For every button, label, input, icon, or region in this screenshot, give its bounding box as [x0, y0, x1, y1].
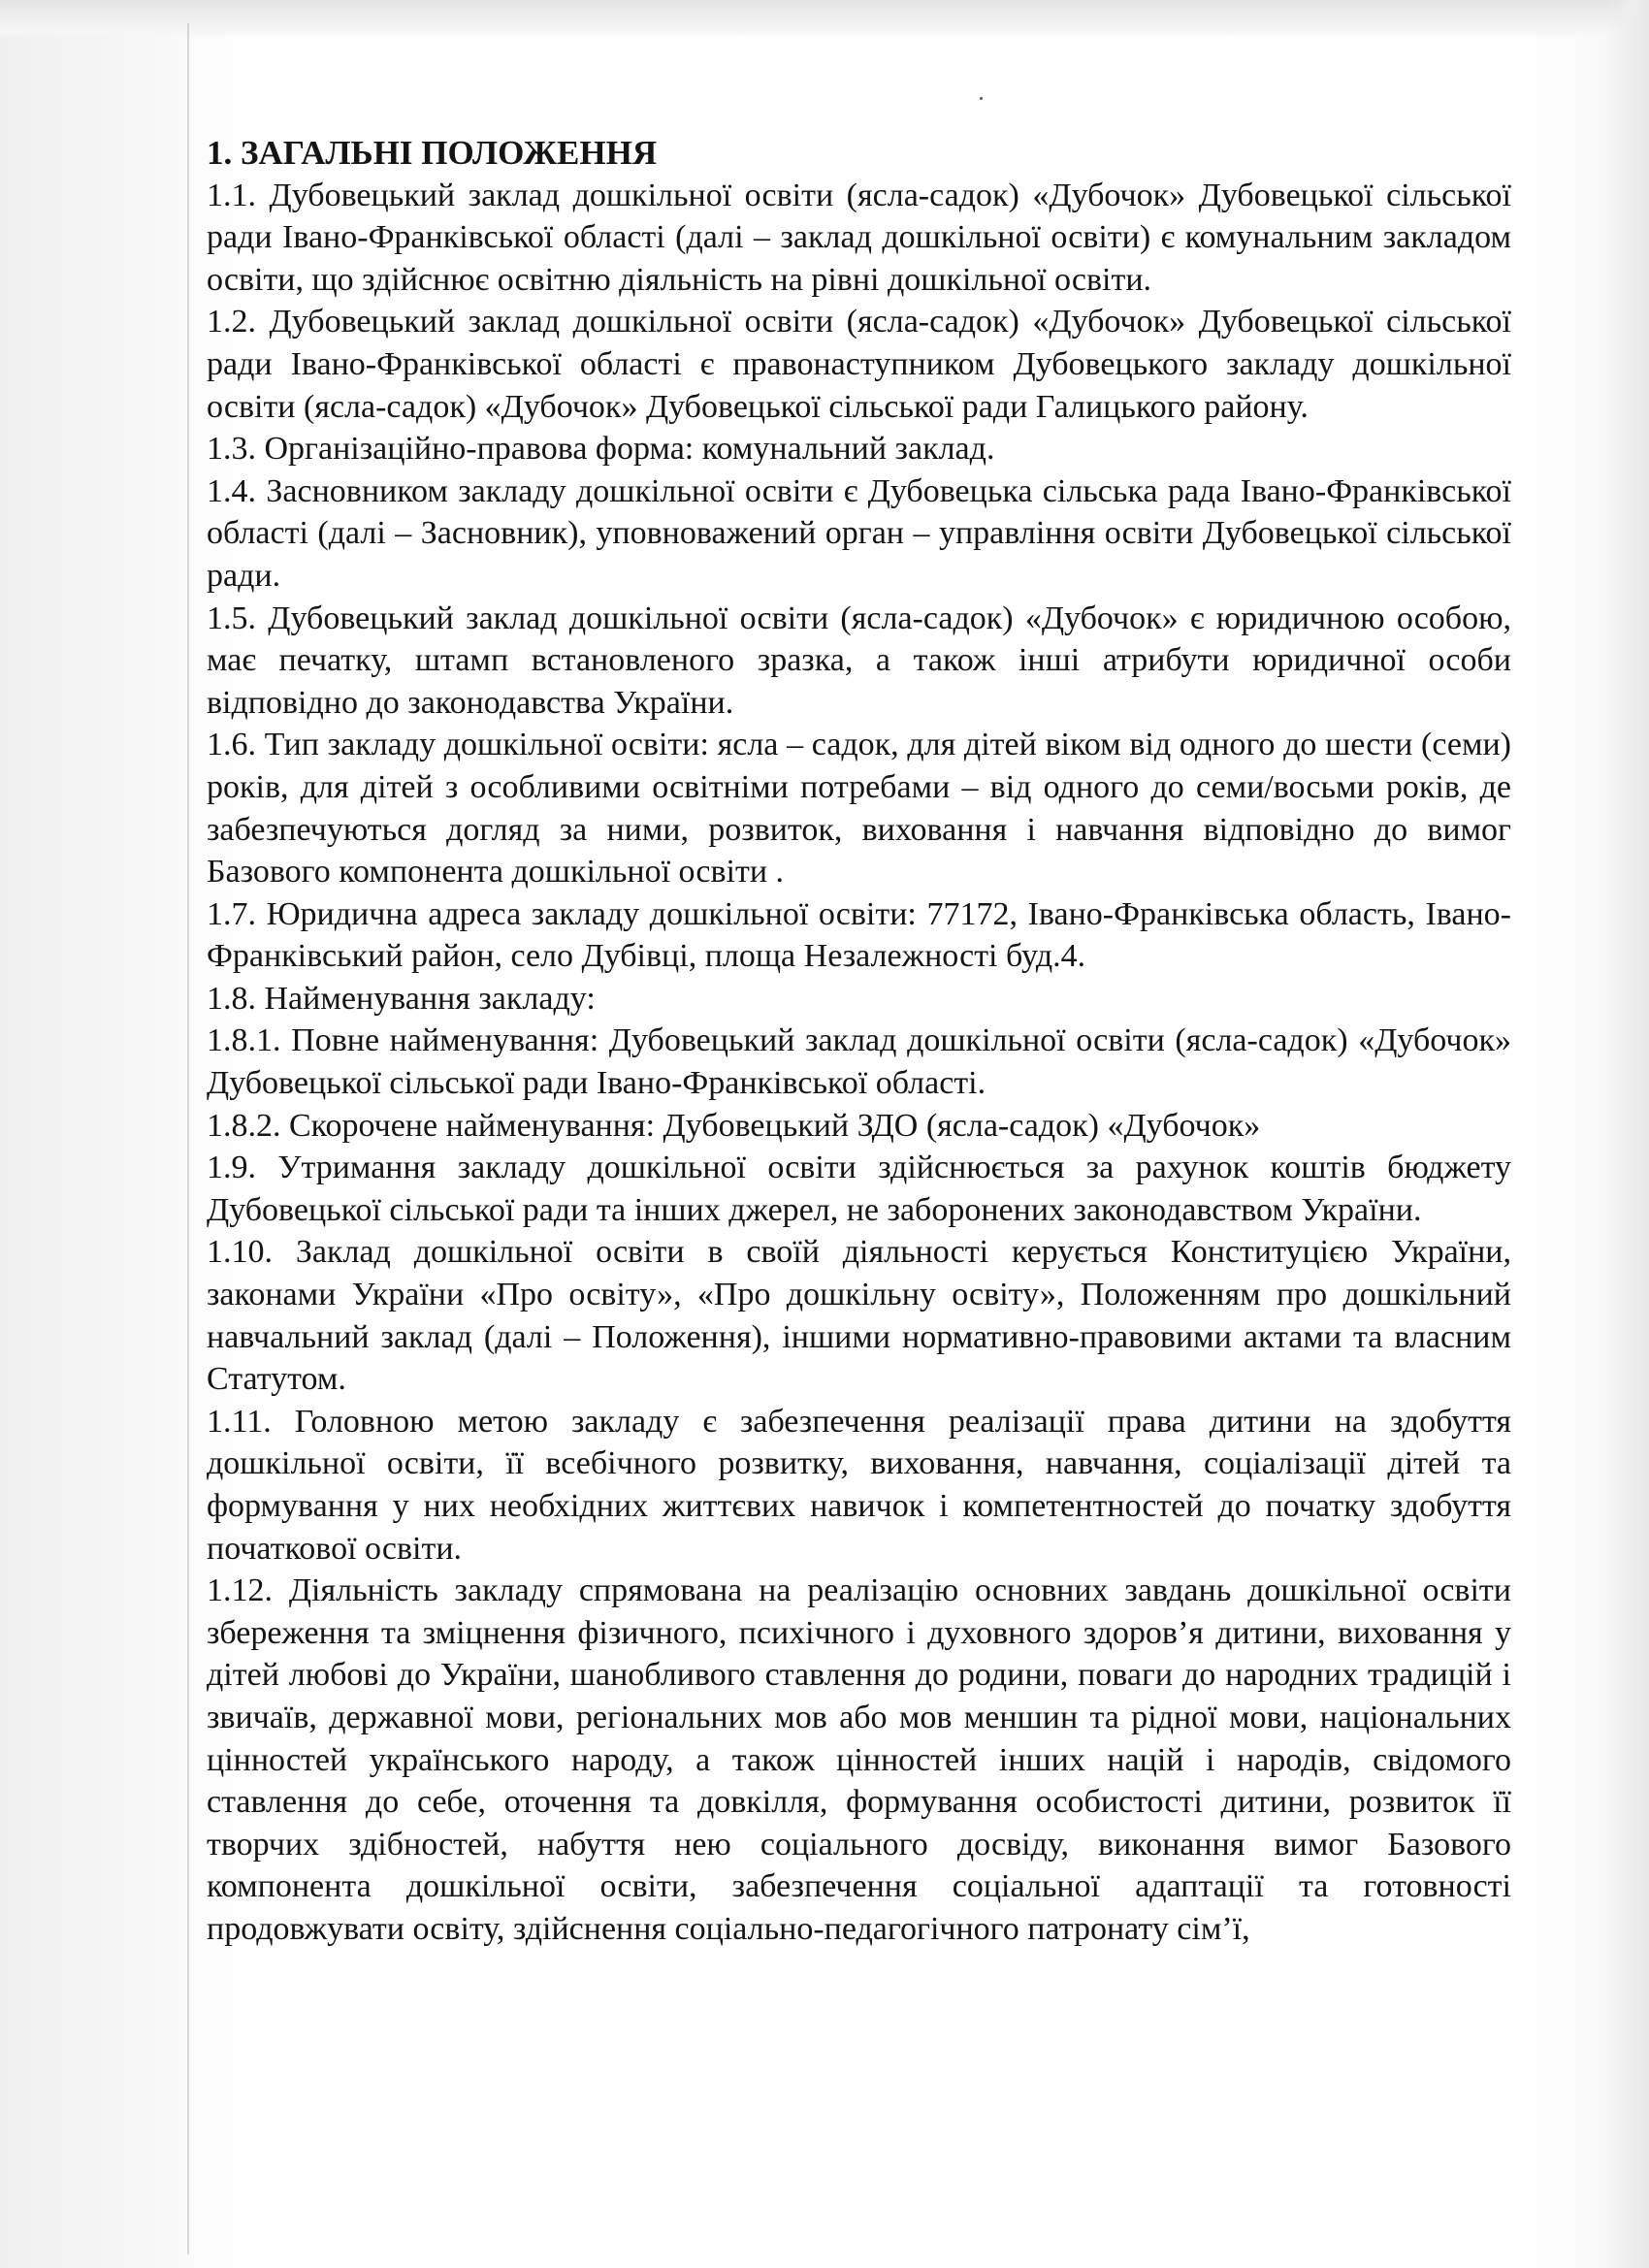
paragraph-1-7: 1.7. Юридична адреса закладу дошкільної освіти: 77172, Івано-Франківська область, Івано-Франківський район, село Дубівці, площа Незалежності буд.4.	[207, 895, 1511, 975]
page-right-edge	[1605, 0, 1649, 2268]
page-top-edge	[0, 0, 1649, 39]
scan-speck	[980, 97, 983, 100]
paragraph-1-3: 1.3. Організаційно-правова форма: комунальний заклад.	[207, 431, 995, 468]
page-left-margin-shadow	[0, 0, 184, 2268]
paragraph-1-6: 1.6. Тип закладу дошкільної освіти: ясла – садок, для дітей віком від одного до шести (семи) років, для дітей з особливими освітніми потребами – від одного до семи/восьми років, де забезпечуються догляд за ними, розвиток, виховання і навчання відповідно до вимог Базового компонента дошкільної освіти .	[207, 727, 1511, 891]
sheet-edge-line	[187, 23, 189, 2254]
paragraph-1-8-1: 1.8.1. Повне найменування: Дубовецький заклад дошкільної освіти (ясла-садок) «Дубочок» Дубовецької сільської ради Івано-Франківської області.	[207, 1022, 1511, 1102]
paragraph-1-8: 1.8. Найменування закладу:	[207, 980, 596, 1017]
paragraph-1-10: 1.10. Заклад дошкільної освіти в своїй діяльності керується Конституцією України, законами України «Про освіту», «Про дошкільну освіту», Положенням про дошкільний навчальний заклад (далі – Положення), іншими нормативно-правовими актами та власним Статутом.	[207, 1234, 1511, 1398]
paragraph-1-9: 1.9. Утримання закладу дошкільної освіти здійснюється за рахунок коштів бюджету Дубовецької сільської ради та інших джерел, не заборонених законодавством України.	[207, 1150, 1511, 1228]
paragraph-1-12: 1.12. Діяльність закладу спрямована на реалізацію основних завдань дошкільної освіти збереження та зміцнення фізичного, психічного і духовного здоров’я дитини, виховання у дітей любові до України, шанобливого ставлення до родини, поваги до народних традицій і звичаїв, державної мови, регіональних мов або мов меншин та рідної мови, національних цінностей українського народу, а також цінностей інших націй і народів, свідомого ставлення до себе, оточення та довкілля, формування особистості дитини, розвиток її творчих здібностей, набуття нею соціального досвіду, виконання вимог Базового компонента дошкільної освіти, забезпечення соціальної адаптації та готовності продовжувати освіту, здійснення соціально-педагогічного патронату сім’ї,	[207, 1572, 1511, 1947]
document-body	[207, 132, 1511, 1951]
paragraph-1-1: 1.1. Дубовецький заклад дошкільної освіти (ясла-садок) «Дубочок» Дубовецької сільської ради Івано-Франківської області (далі – заклад дошкільної освіти) є комунальним закладом освіти, що здійснює освітню діяльність на рівні дошкільної освіти.	[207, 177, 1511, 298]
paragraph-1-4: 1.4. Засновником закладу дошкільної освіти є Дубовецька сільська рада Івано-Франківської області (далі – Засновник), уповноважений орган – управління освіти Дубовецької сільської ради.	[207, 472, 1511, 594]
paragraph-1-2: 1.2. Дубовецький заклад дошкільної освіти (ясла-садок) «Дубочок» Дубовецької сільської ради Івано-Франківської області є правонаступником Дубовецького закладу дошкільної освіти (ясла-садок) «Дубочок» Дубовецької сільської ради Галицького району.	[207, 304, 1511, 425]
paragraph-1-5: 1.5. Дубовецький заклад дошкільної освіти (ясла-садок) «Дубочок» є юридичною особою, має печатку, штамп встановленого зразка, а також інші атрибути юридичної особи відповідно до законодавства України.	[207, 599, 1511, 721]
paragraph-1-8-2: 1.8.2. Скорочене найменування: Дубовецький ЗДО (ясла-садок) «Дубочок»	[207, 1107, 1261, 1144]
paragraph-1-11: 1.11. Головною метою закладу є забезпечення реалізації права дитини на здобуття дошкільної освіти, її всебічного розвитку, виховання, навчання, соціалізації дітей та формування у них необхідних життєвих навичок і компетентностей до початку здобуття початкової освіти.	[207, 1403, 1511, 1567]
section-heading: 1. ЗАГАЛЬНІ ПОЛОЖЕННЯ	[207, 134, 658, 172]
